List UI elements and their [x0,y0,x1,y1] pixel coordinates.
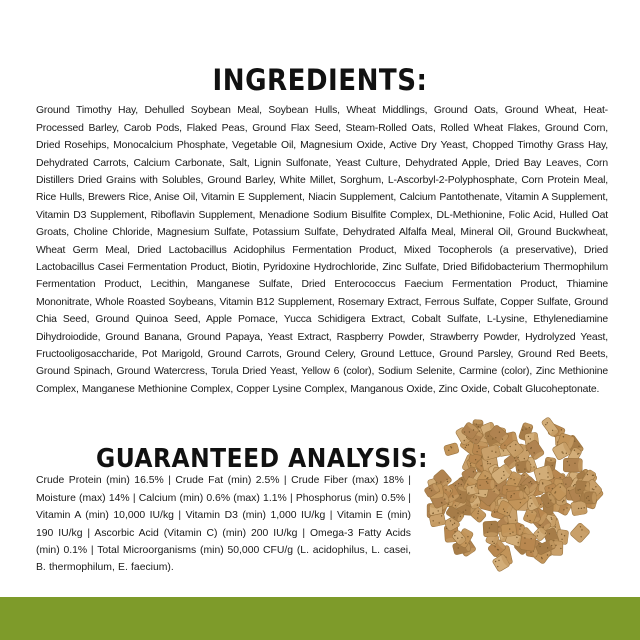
ingredients-title: INGREDIENTS: [212,63,428,98]
pellet [520,533,537,551]
pellet [483,521,498,537]
pellet-pile-image [418,404,608,576]
pellet [443,442,459,456]
footer-color-band [0,597,640,640]
pellet [501,523,517,537]
guaranteed-analysis-text: Crude Protein (min) 16.5% | Crude Fat (min) 2.5% | Crude Fiber (max) 18% | Moisture (max) 14% | Calcium (min) 0.6% (max) 1.1% | Phosphorus (min) 0.5% | Vitamin A (min) 10,000 IU/kg | Vitamin D3 (min) 1,000 IU/kg | Vitamin E (min) 190 IU/kg | Ascorbic Acid (Vitamin C) (min) 200 IU/kg | Omega-3 Fatty Acids (min) 0.1% | Total Microorganisms (min) 50,000 CFU/g (L. acidophilus, L. casei, B. thermophilum, E. faecium). [36,475,411,574]
guaranteed-analysis-title: GUARANTEED ANALYSIS: [96,443,428,474]
pellet [515,460,531,473]
pellet [585,492,597,504]
ingredients-text: Ground Timothy Hay, Dehulled Soybean Meal, Soybean Hulls, Wheat Middlings, Ground Oats, Ground Wheat, Heat-Processed Barley, Carob Pods, Flaked Peas, Ground Flax Seed, Steam-Rolled Oats, Rolled Wheat Flakes, Ground Corn, Dried Rosehips, Monocalcium Phosphate, Vegetable Oil, Magnesium Oxide, Active Dry Yeast, Chopped Timothy Grass Hay, Dehydrated Carrots, Calcium Carbonate, Salt, Lignin Sulfonate, Yeast Culture, Dehydrated Apple, Dried Bay Leaves, Corn Distillers Dried Grains with Solubles, Ground Barley, White Millet, Sorghum, L-Ascorbyl-2-Polyphosphate, Corn Protein Meal, Rice Hulls, Brewers Rice, Anise Oil, Vitamin E Supplement, Niacin Supplement, Calcium Pantothenate, Vitamin A Supplement, Vitamin D3 Supplement, Riboflavin Supplement, Menadione Sodium Bisulfite Complex, DL-Methionine, Folic Acid, Hulled Oat Groats, Choline Chloride, Magnesium Sulfate, Potassium Sulfate, Dehydrated Alfalfa Meal, Mineral Oil, Ground Buckwheat, Wheat Germ Meal, Dried Lactobacillus Acidophilus Fermentation Product, Mixed Tocopherols (a preservative), Dried Lactobacillus Casei Fermentation Product, Biotin, Pyridoxine Hydrochloride, Zinc Sulfate, Dried Bifidobacterium Thermophilum Fermentation Product, Lecithin, Manganese Sulfate, Dried Enterococcus Faecium Fermentation Product, Thiamine Mononitrate, Whole Roasted Soybeans, Vitamin B12 Supplement, Rosemary Extract, Ferrous Sulfate, Copper Sulfate, Ground Chia Seed, Ground Quinoa Seed, Apple Pomace, Yucca Schidigera Extract, Cobalt Sulfate, L-Lysine, Ethylenediamine Dihydroiodide, Ground Banana, Ground Papaya, Yeast Extract, Raspberry Powder, Strawberry Powder, Hydrolyzed Yeast, Fructooligosaccharide, Pot Marigold, Ground Carrots, Ground Celery, Ground Lettuce, Ground Parsley, Ground Red Beets, Ground Spinach, Ground Watercress, Torula Dried Yeast, Yellow 6 (color), Sodium Selenite, Carmine (color), Zinc Methionine Complex, Manganese Methionine Complex, Copper Lysine Complex, Manganous Oxide, Zinc Oxide, Cobalt Glucoheptonate. [36,105,608,395]
pellet [506,490,524,500]
pellet [570,522,591,543]
pellet [563,458,582,472]
pellet [477,479,495,489]
